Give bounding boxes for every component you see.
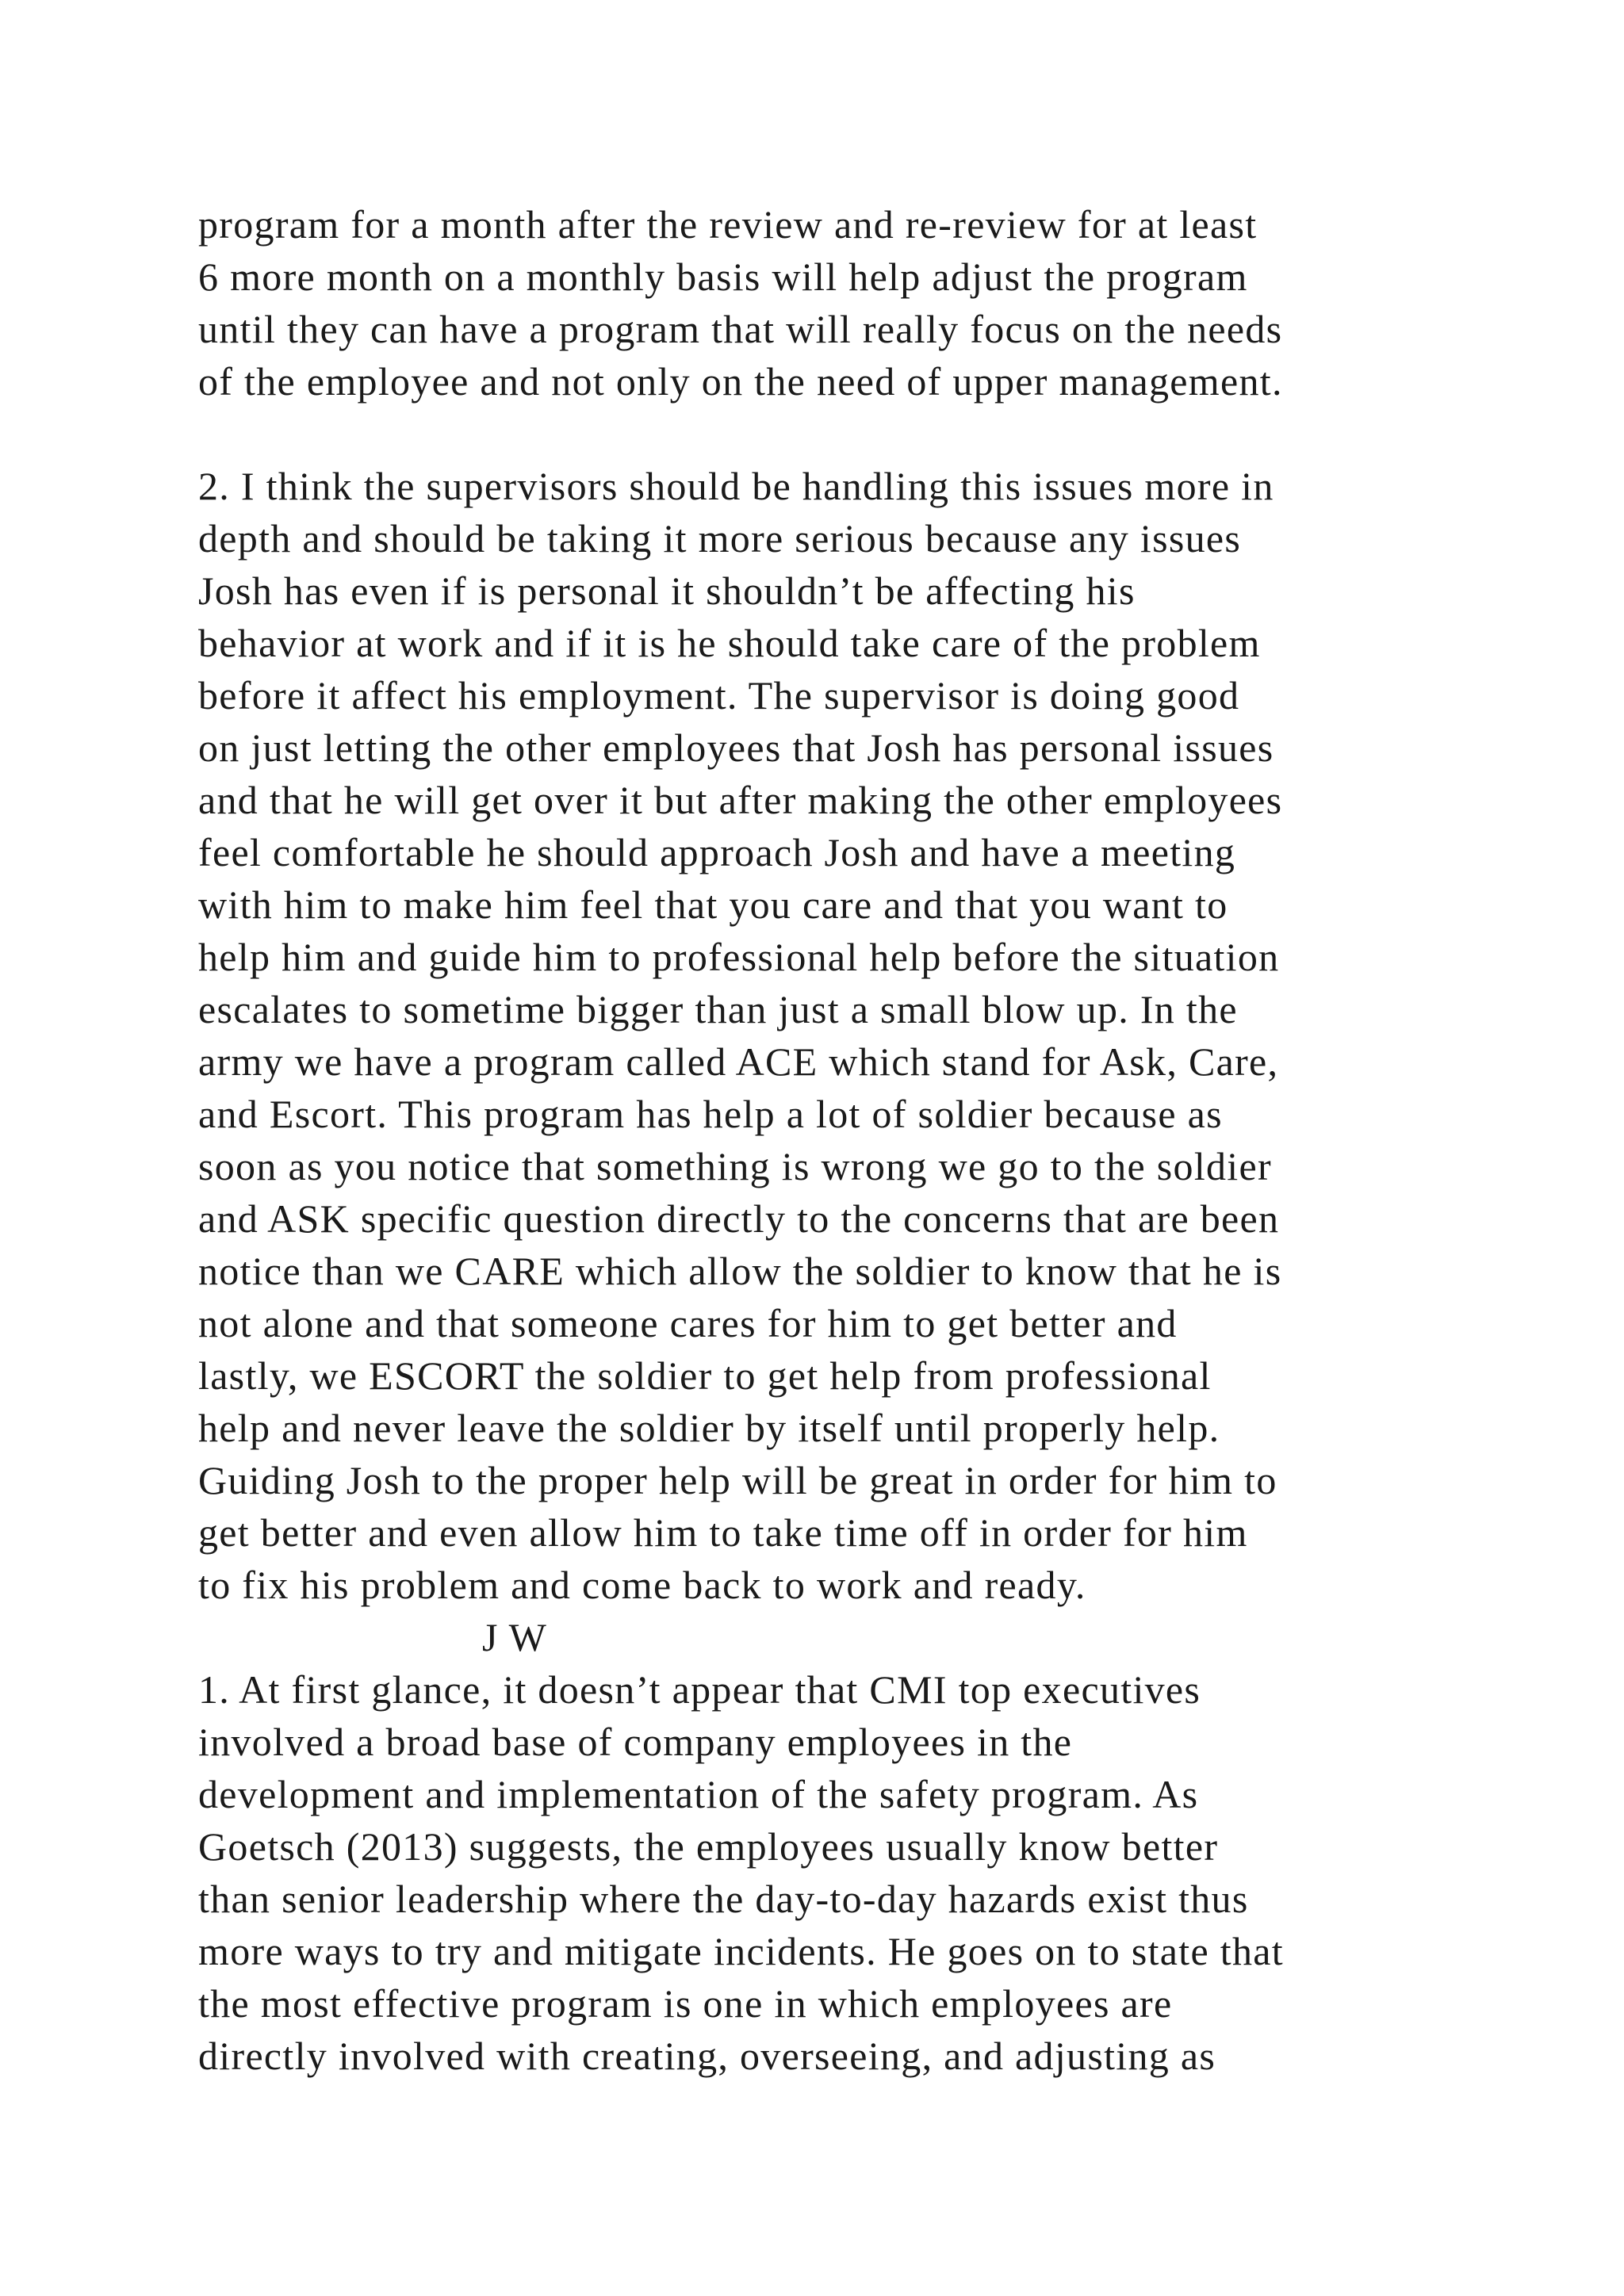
text-line: of the employee and not only on the need of upper management. [198,359,1283,404]
text-line: until they can have a program that will really focus on the needs [198,307,1283,351]
text-line: to fix his problem and come back to work and ready. [198,1563,1086,1607]
continuation-paragraph [198,198,1515,408]
text-line: depth and should be taking it more serious because any issues [198,516,1242,561]
text-line: on just letting the other employees that Josh has personal issues [198,725,1274,770]
text-line: Goetsch (2013) suggests, the employees usually know better [198,1824,1219,1869]
text-line: than senior leadership where the day-to-day hazards exist thus [198,1877,1249,1921]
text-line: Josh has even if is personal it shouldn’t be affecting his [198,568,1136,613]
document-body [198,198,1515,2082]
author-initials: J W [482,1615,548,1659]
text-line: Guiding Josh to the proper help will be great in order for him to [198,1458,1277,1502]
text-line: involved a broad base of company employees in the [198,1720,1073,1764]
text-line: 1. At first glance, it doesn’t appear that CMI top executives [198,1667,1201,1712]
text-line: army we have a program called ACE which stand for Ask, Care, [198,1039,1279,1084]
text-line: and Escort. This program has help a lot of soldier because as [198,1092,1223,1136]
text-line: get better and even allow him to take time off in order for him [198,1510,1248,1555]
text-line: directly involved with creating, overseeing, and adjusting as [198,2034,1216,2078]
text-line: with him to make him feel that you care and that you want to [198,882,1228,927]
text-line: before it affect his employment. The supervisor is doing good [198,673,1240,718]
text-line: behavior at work and if it is he should take care of the problem [198,621,1261,665]
text-line: lastly, we ESCORT the soldier to get help from professional [198,1353,1212,1398]
text-line: the most effective program is one in which employees are [198,1981,1173,2026]
text-line: program for a month after the review and re-review for at least [198,202,1258,247]
text-line: 6 more month on a monthly basis will help adjust the program [198,254,1248,299]
paragraph-spacer [198,408,1515,460]
text-line: escalates to sometime bigger than just a small blow up. In the [198,987,1238,1031]
text-line: and ASK specific question directly to the concerns that are been [198,1196,1280,1241]
text-line: more ways to try and mitigate incidents. He goes on to state that [198,1929,1284,1973]
text-line: development and implementation of the safety program. As [198,1772,1199,1816]
text-line: soon as you notice that something is wrong we go to the soldier [198,1144,1272,1188]
text-line: help him and guide him to professional help before the situation [198,935,1280,979]
answer-1-paragraph [198,1663,1515,2082]
text-line: notice than we CARE which allow the soldier to know that he is [198,1249,1282,1293]
text-line: 2. I think the supervisors should be handling this issues more in [198,464,1274,508]
text-line: feel comfortable he should approach Josh and have a meeting [198,830,1236,874]
text-line: not alone and that someone cares for him to get better and [198,1301,1178,1345]
text-line: and that he will get over it but after making the other employees [198,778,1283,822]
text-line: help and never leave the soldier by itself until properly help. [198,1406,1220,1450]
answer-2-paragraph [198,460,1515,1611]
